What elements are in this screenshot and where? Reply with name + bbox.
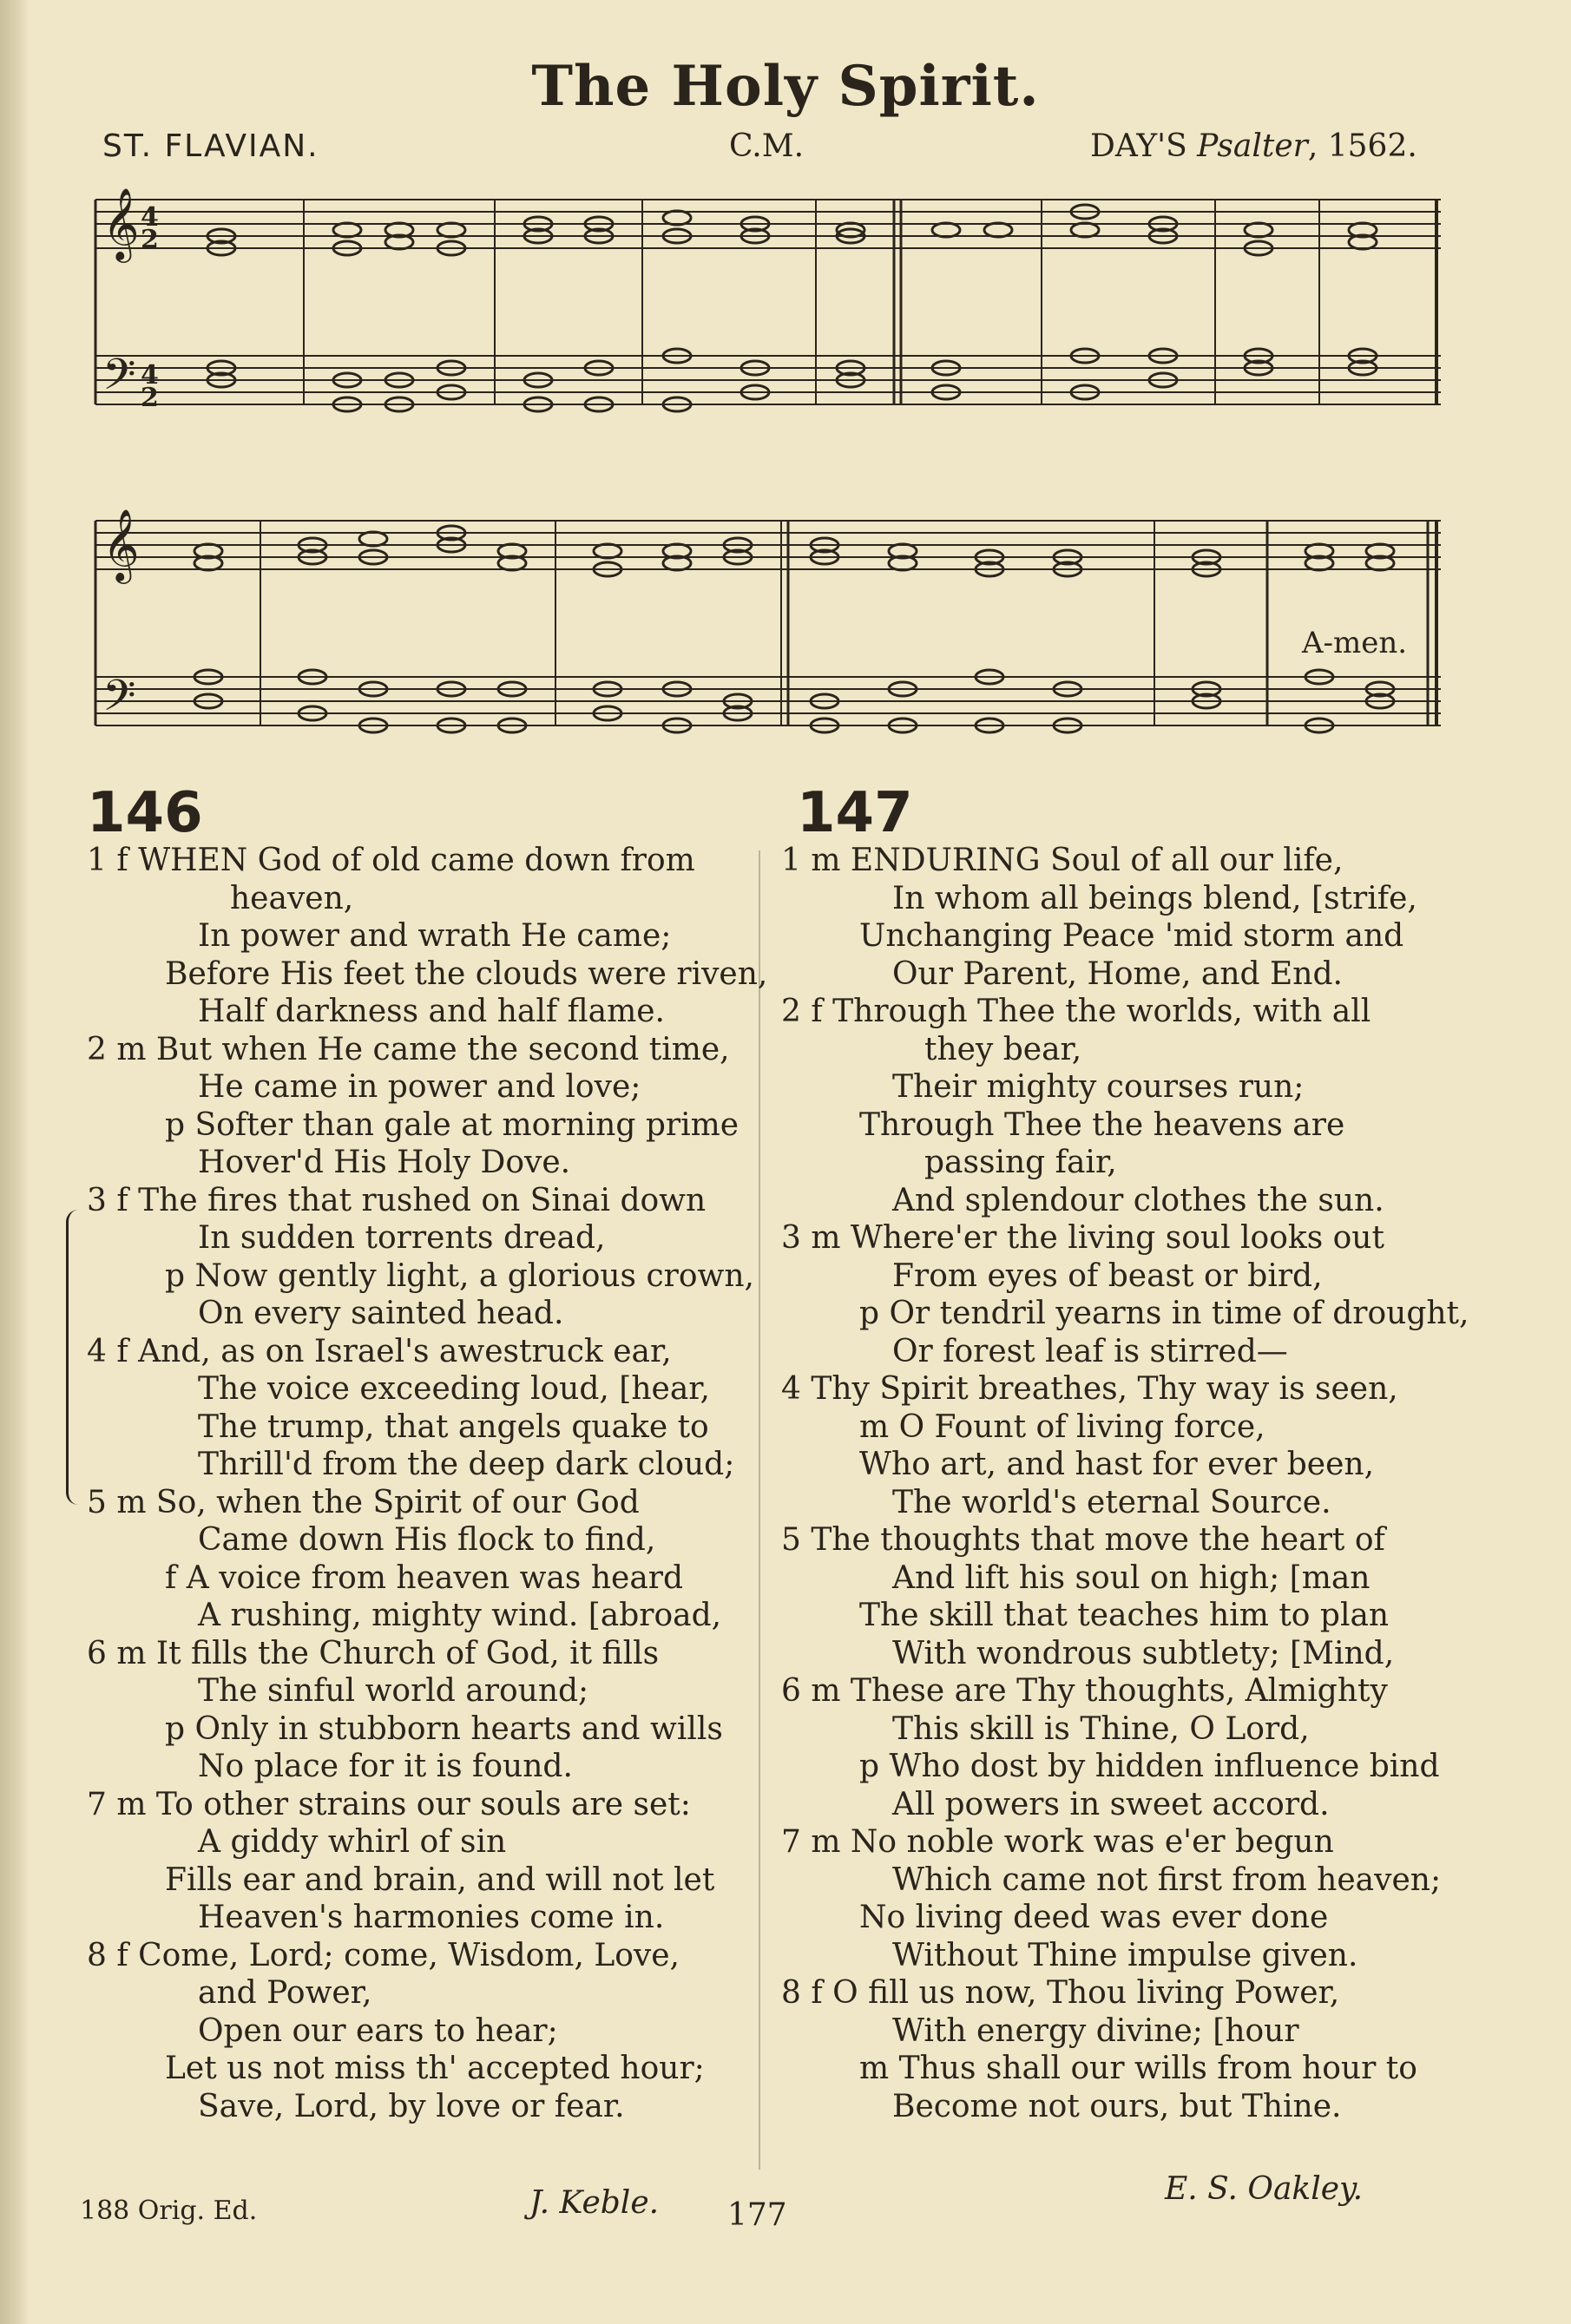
verse-line: m Thus shall our wills from hour to	[859, 2051, 1417, 2086]
verse-line: 2 m But when He came the second time,	[87, 1031, 730, 1067]
verse-line: 2 f Through Thee the worlds, with all	[781, 994, 1371, 1029]
music-system-2	[87, 503, 1458, 781]
amen-label: A-men.	[1302, 626, 1408, 660]
verse-line: Let us not miss th' accepted hour;	[165, 2051, 705, 2086]
tune-name: ST. FLAVIAN.	[102, 128, 319, 164]
svg-text:2: 2	[141, 383, 159, 413]
hymn-147-number: 147	[797, 781, 913, 845]
verse-line: 8 f Come, Lord; come, Wisdom, Love,	[87, 1937, 680, 1973]
verse-line: Save, Lord, by love or fear.	[198, 2088, 625, 2124]
verse-bracket	[66, 1210, 86, 1505]
verse-line: A rushing, mighty wind. [abroad,	[198, 1598, 722, 1633]
edition-note: 188 Orig. Ed.	[80, 2196, 258, 2226]
source-prefix: DAY'S	[1090, 128, 1198, 164]
verse-line: Their mighty courses run;	[892, 1069, 1305, 1105]
verse-line: Who art, and hast for ever been,	[859, 1447, 1375, 1482]
page-number: 177	[727, 2197, 787, 2233]
verse-line: 3 m Where'er the living soul looks out	[781, 1220, 1384, 1256]
verse-line: 7 m To other strains our souls are set:	[87, 1786, 691, 1822]
verse-line: With wondrous subtlety; [Mind,	[892, 1635, 1395, 1671]
hymn-146-number: 146	[87, 781, 203, 845]
verse-line: 5 The thoughts that move the heart of	[781, 1522, 1385, 1558]
verse-line: 6 m These are Thy thoughts, Almighty	[781, 1673, 1388, 1709]
verse-line: p Only in stubborn hearts and wills	[165, 1710, 723, 1747]
verse-line: p Or tendril yearns in time of drought,	[859, 1296, 1469, 1331]
verse-line: On every sainted head.	[198, 1296, 564, 1331]
source-book: Psalter	[1197, 128, 1308, 164]
verse-line: and Power,	[198, 1975, 372, 2011]
svg-text:2: 2	[141, 225, 159, 255]
verse-line: 4 Thy Spirit breathes, Thy way is seen,	[781, 1371, 1398, 1407]
verse-line: Before His feet the clouds were riven,	[165, 955, 768, 992]
verse-line: 7 m No noble work was e'er begun	[781, 1824, 1334, 1860]
svg-text:𝄢: 𝄢	[102, 671, 136, 732]
hymn-147-author: E. S. Oakley.	[1165, 2171, 1364, 2207]
verse-line: 1 m ENDURING Soul of all our life,	[781, 843, 1344, 878]
verse-line: Unchanging Peace 'mid storm and	[859, 918, 1404, 954]
verse-line: Which came not first from heaven;	[892, 1861, 1442, 1898]
tune-source	[1090, 128, 1417, 164]
svg-text:𝄞: 𝄞	[102, 187, 140, 259]
verse-line: f A voice from heaven was heard	[165, 1559, 684, 1596]
verse-line: Open our ears to hear;	[198, 2012, 558, 2049]
verse-line: they bear,	[924, 1031, 1082, 1067]
verse-line: The world's eternal Source.	[892, 1484, 1331, 1520]
verse-line: No place for it is found.	[198, 1749, 573, 1784]
meter-label: C.M.	[729, 128, 805, 164]
source-year: , 1562.	[1307, 128, 1417, 164]
verse-line: p Softer than gale at morning prime	[165, 1106, 739, 1143]
svg-text:4: 4	[141, 360, 159, 391]
verse-line: The sinful world around;	[198, 1673, 589, 1709]
verse-line: The voice exceeding loud, [hear,	[198, 1371, 710, 1407]
verse-line: He came in power and love;	[198, 1069, 641, 1105]
verse-line: And lift his soul on high; [man	[892, 1559, 1371, 1596]
verse-line: And splendour clothes the sun.	[892, 1182, 1384, 1218]
verse-line: In sudden torrents dread,	[198, 1220, 606, 1256]
verse-line: Heaven's harmonies come in.	[198, 1900, 665, 1935]
verse-line: 5 m So, when the Spirit of our God	[87, 1484, 640, 1520]
verse-line: 6 m It fills the Church of God, it fills	[87, 1635, 660, 1671]
verse-line: A giddy whirl of sin	[198, 1824, 507, 1860]
page-binding-edge	[0, 0, 30, 2324]
verse-line: Came down His flock to find,	[198, 1522, 656, 1558]
hymn-147-text	[781, 842, 1469, 2125]
verse-line: Or forest leaf is stirred—	[892, 1333, 1288, 1369]
verse-line: 4 f And, as on Israel's awestruck ear,	[87, 1333, 672, 1369]
hymn-146-author: J. Keble.	[529, 2185, 660, 2221]
verse-line: The skill that teaches him to plan	[859, 1598, 1390, 1633]
verse-line: heaven,	[230, 880, 354, 916]
verse-line: In whom all beings blend, [strife,	[892, 880, 1417, 916]
music-system-1	[87, 182, 1458, 451]
verse-line: No living deed was ever done	[859, 1900, 1329, 1935]
svg-text:𝄢: 𝄢	[102, 350, 136, 410]
verse-line: 1 f WHEN God of old came down from	[87, 843, 695, 878]
svg-text:𝄞: 𝄞	[102, 508, 140, 581]
verse-line: All powers in sweet accord.	[892, 1786, 1330, 1822]
verse-line: Become not ours, but Thine.	[892, 2088, 1342, 2124]
verse-line: In power and wrath He came;	[198, 918, 672, 954]
verse-line: m O Fount of living force,	[859, 1408, 1265, 1445]
verse-line: Half darkness and half flame.	[198, 994, 665, 1029]
svg-text:4: 4	[141, 202, 159, 233]
verse-line: Fills ear and brain, and will not let	[165, 1861, 715, 1898]
verse-line: Through Thee the heavens are	[859, 1106, 1345, 1143]
page-title: The Holy Spirit.	[531, 54, 1040, 119]
verse-line: This skill is Thine, O Lord,	[892, 1710, 1310, 1747]
verse-line: 8 f O fill us now, Thou living Power,	[781, 1975, 1340, 2011]
verse-line: passing fair,	[924, 1145, 1117, 1180]
verse-line: Our Parent, Home, and End.	[892, 955, 1343, 992]
hymn-146-text	[87, 842, 768, 2125]
verse-line: Thrill'd from the deep dark cloud;	[198, 1447, 735, 1482]
verse-line: Without Thine impulse given.	[892, 1937, 1358, 1973]
verse-line: The trump, that angels quake to	[198, 1408, 709, 1445]
verse-line: Hover'd His Holy Dove.	[198, 1145, 571, 1180]
verse-line: 3 f The fires that rushed on Sinai down	[87, 1182, 707, 1218]
verse-line: With energy divine; [hour	[892, 2012, 1299, 2049]
column-divider	[759, 850, 760, 2170]
verse-line: From eyes of beast or bird,	[892, 1257, 1323, 1294]
verse-line: p Now gently light, a glorious crown,	[165, 1257, 754, 1294]
verse-line: p Who dost by hidden influence bind	[859, 1749, 1440, 1784]
